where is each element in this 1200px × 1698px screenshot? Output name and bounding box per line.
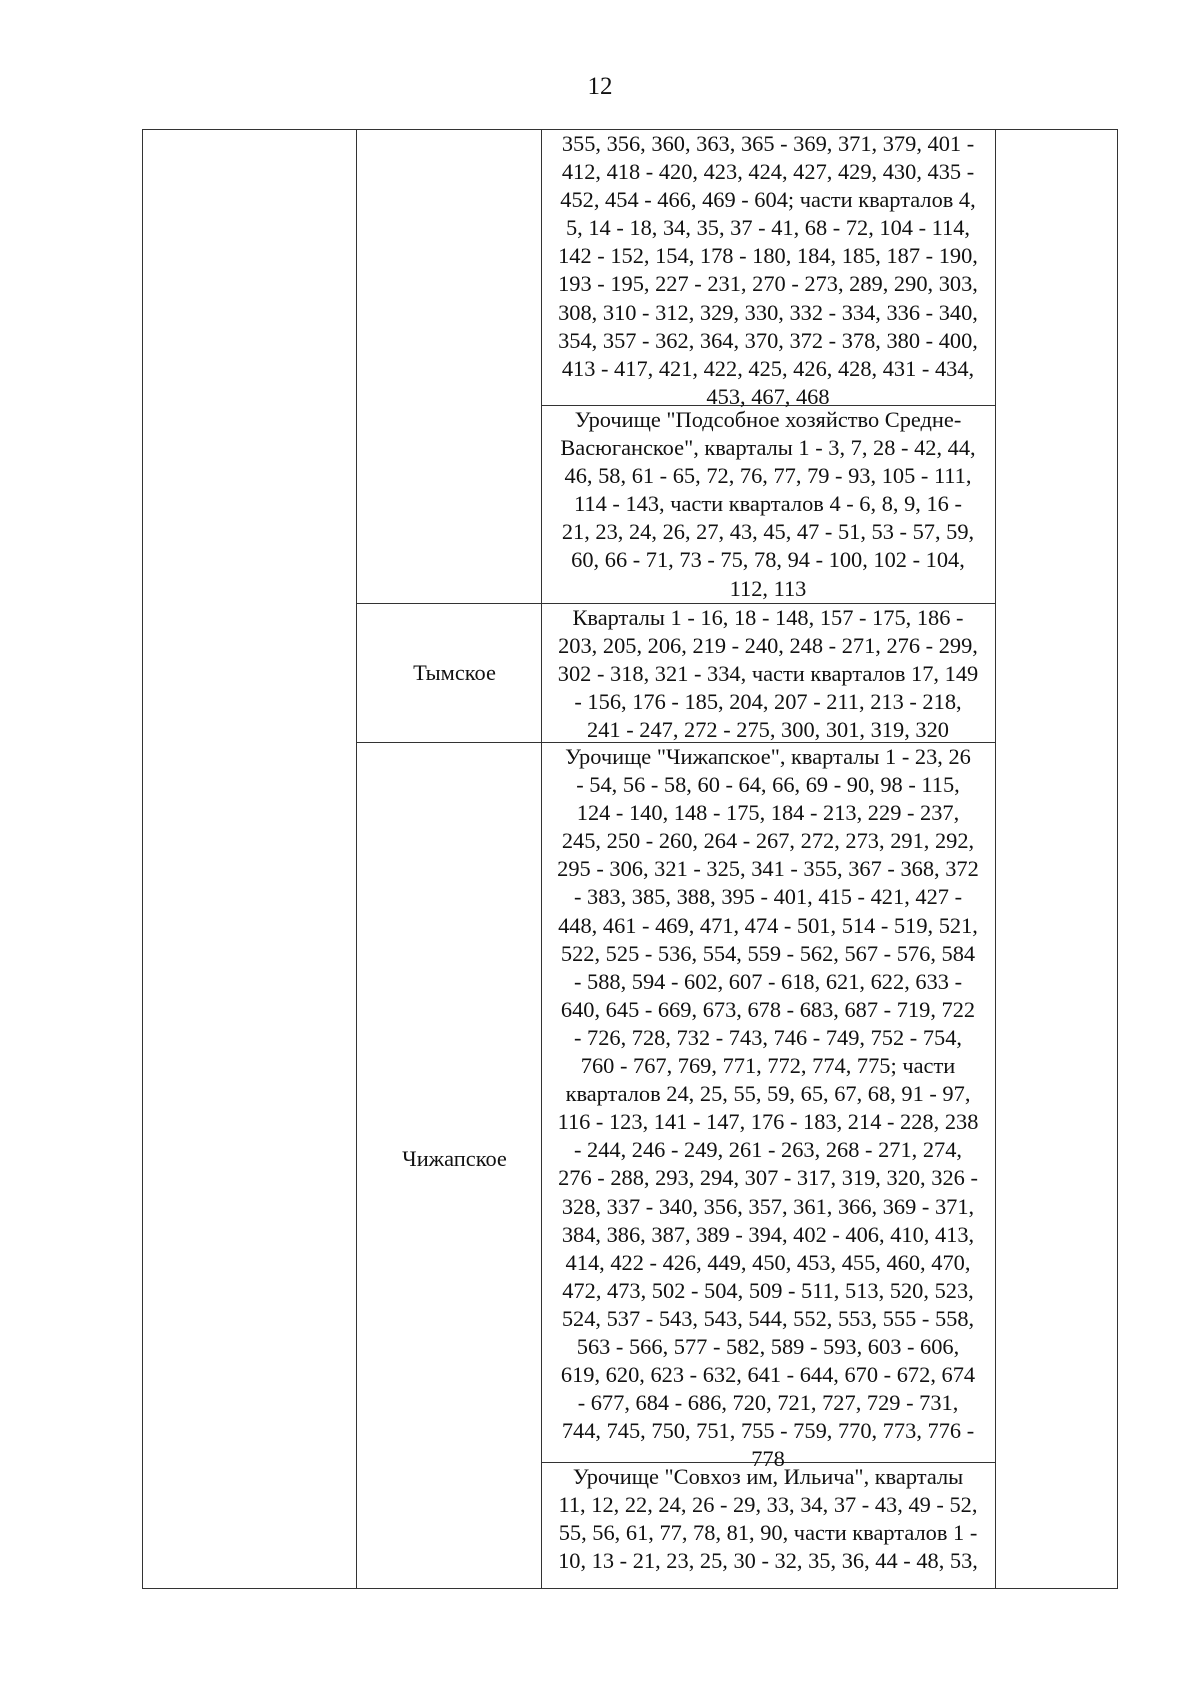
cell-line: кварталов 24, 25, 55, 59, 65, 67, 68, 91 - 97, — [565, 1081, 971, 1107]
quarters-cell-5 — [543, 1463, 993, 1575]
cell-line: 414, 422 - 426, 449, 450, 453, 455, 460, 470, — [565, 1249, 971, 1275]
cell-line: - 383, 385, 388, 395 - 401, 415 - 421, 427 - — [573, 884, 963, 910]
cell-line: 116 - 123, 141 - 147, 176 - 183, 214 - 228, 238 — [557, 1109, 979, 1135]
cell-line: 124 - 140, 148 - 175, 184 - 213, 229 - 237, — [576, 800, 960, 826]
cell-line: - 677, 684 - 686, 720, 721, 727, 729 - 731, — [577, 1390, 959, 1416]
cell-line: - 54, 56 - 58, 60 - 64, 66, 69 - 90, 98 - 115, — [576, 772, 960, 798]
cell-line: 21, 23, 24, 26, 27, 43, 45, 47 - 51, 53 - 57, 59, — [561, 519, 975, 545]
cell-line: 472, 473, 502 - 504, 509 - 511, 513, 520, 523, — [562, 1277, 974, 1303]
cell-line: Урочище "Совхоз им, Ильича", кварталы — [572, 1464, 964, 1489]
cell-line: 384, 386, 387, 389 - 394, 402 - 406, 410, 413, — [561, 1221, 975, 1247]
cell-line: 412, 418 - 420, 423, 424, 427, 429, 430, 435 - — [561, 159, 975, 185]
cell-line: 563 - 566, 577 - 582, 589 - 593, 603 - 606, — [576, 1333, 960, 1359]
cell-line: Урочище "Чижапское", кварталы 1 - 23, 26 — [565, 744, 971, 769]
cell-line: 276 - 288, 293, 294, 307 - 317, 319, 320, 326 - — [558, 1165, 978, 1191]
cell-line: 453, 467, 468 — [706, 383, 830, 409]
district-label-chizhapskoe: Чижапское — [402, 1146, 507, 1171]
quarters-cell-4 — [543, 743, 993, 1473]
cell-line: 354, 357 - 362, 364, 370, 372 - 378, 380 - 400, — [558, 327, 978, 353]
cell-line: 308, 310 - 312, 329, 330, 332 - 334, 336 - 340, — [558, 299, 978, 325]
cell-line: 355, 356, 360, 363, 365 - 369, 371, 379, 401 - — [561, 131, 975, 156]
cell-line: 112, 113 — [729, 575, 807, 601]
cell-line: 413 - 417, 421, 422, 425, 426, 428, 431 - 434, — [561, 355, 975, 381]
cell-line: 295 - 306, 321 - 325, 341 - 355, 367 - 368, 372 — [557, 856, 979, 882]
quarters-cell-1 — [543, 130, 993, 411]
cell-line: 114 - 143, части кварталов 4 - 6, 8, 9, 16 - — [574, 491, 962, 517]
column-divider-2 — [541, 130, 542, 1588]
page-number: 12 — [587, 73, 613, 100]
district-label-tymskoe: Тымское — [413, 660, 496, 685]
cell-line: 744, 745, 750, 751, 755 - 759, 770, 773, 776 - — [561, 1418, 975, 1444]
cell-line: - 156, 176 - 185, 204, 207 - 211, 213 - 218, — [574, 689, 962, 715]
column-divider-1 — [356, 130, 357, 1588]
quarters-cell-3 — [543, 604, 993, 744]
cell-line: 760 - 767, 769, 771, 772, 774, 775; части — [580, 1053, 956, 1079]
cell-line: Урочище "Подсобное хозяйство Средне- — [574, 407, 962, 432]
quarters-cell-2 — [543, 406, 993, 603]
column-divider-3 — [995, 130, 996, 1588]
cell-line: - 244, 246 - 249, 261 - 263, 268 - 271, 274, — [573, 1137, 963, 1163]
cell-line: 448, 461 - 469, 471, 474 - 501, 514 - 519, 521, — [558, 912, 978, 938]
cell-line: 778 — [751, 1446, 785, 1472]
cell-line: 245, 250 - 260, 264 - 267, 272, 273, 291, 292, — [561, 828, 975, 854]
cell-line: 5, 14 - 18, 34, 35, 37 - 41, 68 - 72, 104 - 114, — [565, 215, 971, 241]
cell-line: 55, 56, 61, 77, 78, 81, 90, части кварталов 1 - — [558, 1520, 978, 1546]
cell-line: 522, 525 - 536, 554, 559 - 562, 567 - 576, 584 — [560, 940, 976, 966]
cell-line: 524, 537 - 543, 543, 544, 552, 553, 555 - 558, — [561, 1305, 975, 1331]
cell-line: 11, 12, 22, 24, 26 - 29, 33, 34, 37 - 43, 49 - 52, — [558, 1492, 978, 1518]
cell-line: 302 - 318, 321 - 334, части кварталов 17, 149 — [557, 661, 979, 687]
cell-line: 640, 645 - 669, 673, 678 - 683, 687 - 719, 722 — [560, 996, 976, 1022]
cell-line: 60, 66 - 71, 73 - 75, 78, 94 - 100, 102 - 104, — [571, 547, 965, 573]
cell-line: - 726, 728, 732 - 743, 746 - 749, 752 - 754, — [573, 1024, 963, 1050]
cell-line: 46, 58, 61 - 65, 72, 76, 77, 79 - 93, 105 - 111, — [564, 463, 972, 489]
cell-line: 203, 205, 206, 219 - 240, 248 - 271, 276 - 299, — [558, 633, 978, 659]
cell-line: 10, 13 - 21, 23, 25, 30 - 32, 35, 36, 44 - 48, 53, — [558, 1548, 978, 1574]
cell-line: 452, 454 - 466, 469 - 604; части кварталов 4, — [560, 187, 976, 213]
document-table — [142, 129, 1118, 1589]
cell-line: 193 - 195, 227 - 231, 270 - 273, 289, 290, 303, — [558, 271, 978, 297]
cell-line: Васюганское", кварталы 1 - 3, 7, 28 - 42, 44, — [560, 435, 976, 461]
cell-line: 142 - 152, 154, 178 - 180, 184, 185, 187 - 190, — [558, 243, 978, 269]
cell-line: Кварталы 1 - 16, 18 - 148, 157 - 175, 186 - — [572, 605, 964, 630]
cell-line: 241 - 247, 272 - 275, 300, 301, 319, 320 — [587, 717, 949, 743]
cell-line: 619, 620, 623 - 632, 641 - 644, 670 - 672, 674 — [560, 1362, 976, 1388]
cell-line: - 588, 594 - 602, 607 - 618, 621, 622, 633 - — [573, 968, 963, 994]
cell-line: 328, 337 - 340, 356, 357, 361, 366, 369 - 371, — [561, 1193, 975, 1219]
